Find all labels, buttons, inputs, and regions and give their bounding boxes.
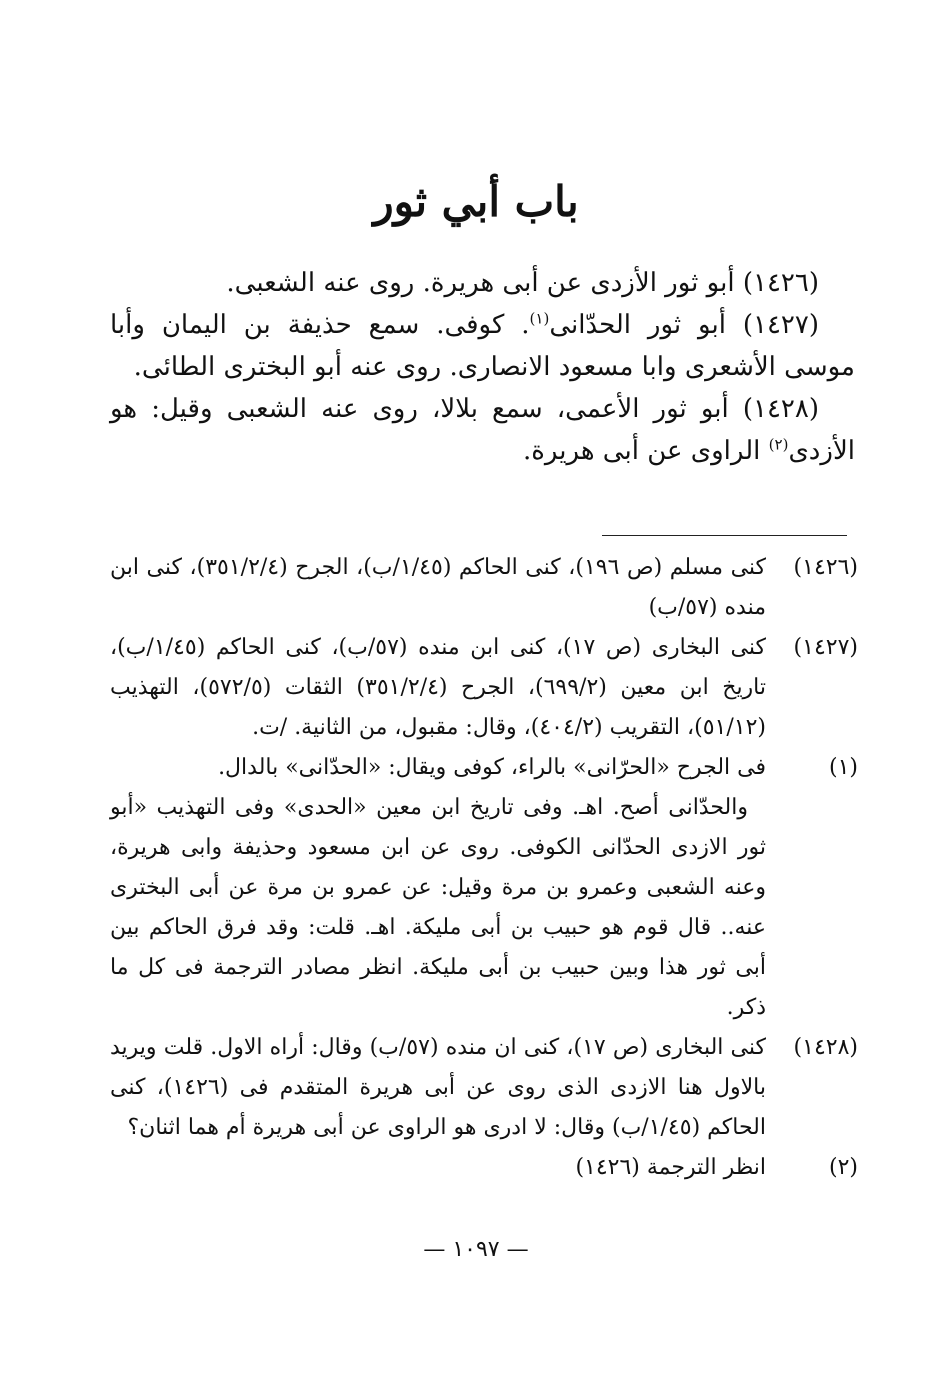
entry-text-continued: الراوى عن أبى هريرة. [523,436,769,466]
footnote-2 [110,1148,858,1188]
footnote-marker: (٢) [768,435,789,454]
page-title: باب أبي ثور [373,177,579,226]
entry-text: أبو ثور الأعمى، سمع بلالا، روى عنه الشعبى وقيل: هو الأزدى [110,394,855,466]
footnote-number: (١٤٢٧) [793,635,858,660]
footnote-body [110,1148,766,1188]
footnote-number: (٢) [828,1155,858,1180]
entry-1428 [110,388,855,472]
footnote-line: فى الجرح «الحرّانى» بالراء، كوفى ويقال: «الحدّانى» بالدال. [218,755,766,780]
footnote-1428 [110,1028,858,1148]
footnote-line: كنى البخارى (ص ١٧)، كنى ان منده (٥٧/ب) وقال: أراه الاول. قلت ويريد بالاول هنا الازدى الذى روى عن أبى هريرة المتقدم فى (١٤٢٦)، كنى الحاكم (١/٤٥/ب) وقال: لا ادرى هو الراوى عن أبى هريرة أم هما اثنان؟ [110,1035,766,1140]
footnote-line: والحدّانى أصح. اهـ. وفى تاريخ ابن معين «الحدى» وفى التهذيب «أبو ثور الازدى الحدّانى الكوفى. روى عن ابن مسعود وحذيفة وابى هريرة، وعنه الشعبى وعمرو بن مرة وقيل: عن عمرو بن مرة عن أبى البخترى عنه.. قال قوم هو حبيب بن أبى مليكة. اهـ. قلت: وقد فرق الحاكم بين أبى ثور هذا وبين حبيب بن أبى مليكة. انظر مصادر الترجمة فى كل ما ذكر. [110,795,766,1020]
entry-1427 [110,304,855,388]
entry-number: (١٤٢٧) [742,310,820,340]
entry-text: أبو ثور الأزدى عن أبى هريرة. روى عنه الشعبى. [226,268,735,298]
entry-text: أبو ثور الحدّانى [549,310,726,340]
footnote-body [110,748,766,1028]
footnote-1426 [110,548,858,628]
footnote-number: (١٤٢٨) [793,1035,858,1060]
entry-1426 [110,262,855,304]
footnote-line: كنى مسلم (ص ١٩٦)، كنى الحاكم (١/٤٥/ب)، الجرح (٣٥١/٢/٤)، كنى ابن منده (٥٧/ب) [110,555,767,620]
footnote-number: (١) [828,755,858,780]
entry-number: (١٤٢٨) [742,394,819,424]
footnote-body [110,548,766,628]
footnote-1427 [110,628,858,748]
entry-number: (١٤٢٦) [742,268,819,298]
footnote-line: انظر الترجمة (١٤٢٦) [575,1155,766,1180]
footnote-body [110,1028,766,1148]
main-text [110,262,855,472]
footnotes [110,548,858,1188]
footnote-1 [110,748,858,1028]
entry-text-continued: . كوفى. سمع حذيفة بن اليمان وأبا موسى الأشعرى وابا مسعود الانصارى. روى عنه أبو البخترى الطائى. [110,310,855,382]
footnote-number: (١٤٢٦) [793,555,858,580]
footnote-marker: (١) [529,309,550,328]
footnote-line: كنى البخارى (ص ١٧)، كنى ابن منده (٥٧/ب)، كنى الحاكم (١/٤٥/ب)، تاريخ ابن معين (٦٩٩/٢)، الجرح (٣٥١/٢/٤) الثقات (٥٧٢/٥)، التهذيب (٥١/١٢)، التقريب (٤٠٤/٢)، وقال: مقبول، من الثانية. /ت. [110,635,767,740]
footnote-separator [602,535,847,536]
footnote-body [110,628,766,748]
page-number: — ١٠٩٧ — [423,1237,529,1262]
